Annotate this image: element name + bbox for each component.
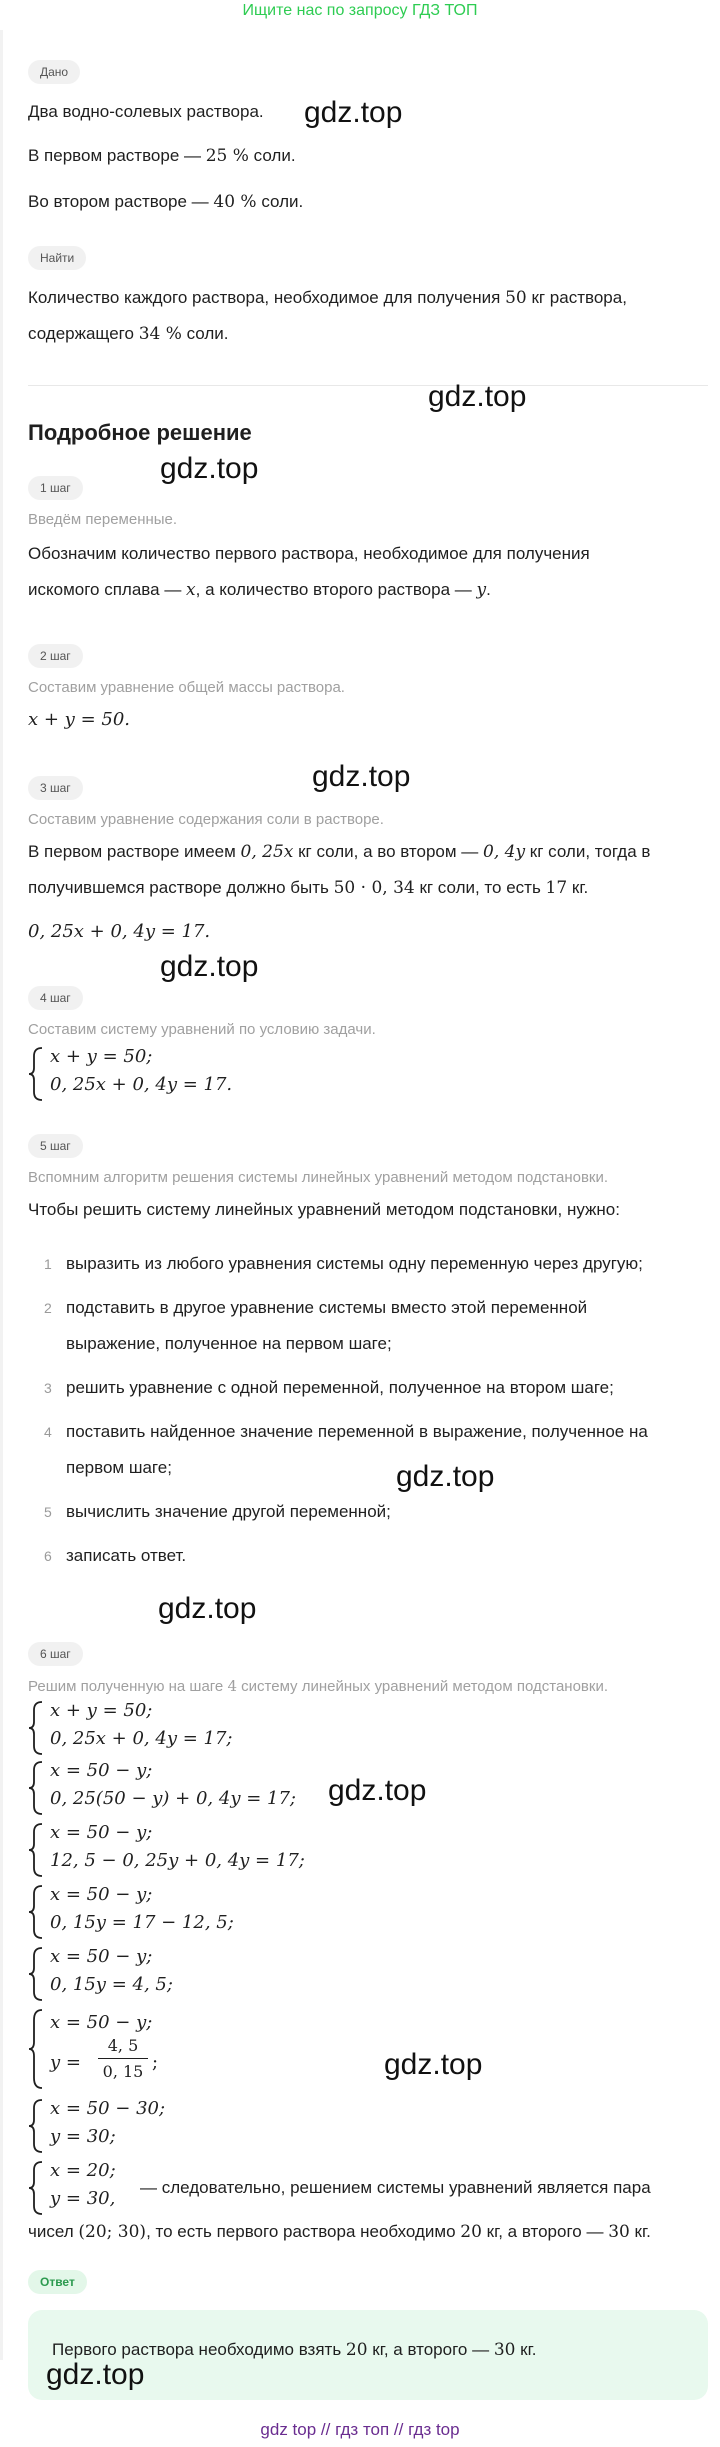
list-item: решить уравнение с одной переменной, полученное на втором шаге; [66, 1378, 614, 1397]
fraction-bar [98, 2058, 148, 2059]
brace-icon [28, 1700, 44, 1756]
list-item-cont: первом шаге; [66, 1458, 172, 1477]
watermark: gdz.top [328, 1774, 427, 1807]
system-eq-1: x = 50 − y; [50, 1822, 153, 1843]
step-2-hint: Составим уравнение общей массы раствора. [28, 679, 345, 696]
step-3-line-2 [28, 870, 588, 906]
watermark: gdz.top [160, 452, 259, 485]
list-num: 3 [44, 1380, 52, 1396]
watermark: gdz.top [304, 96, 403, 129]
given-line-2-tail: соли. [248, 146, 296, 165]
watermark: gdz.top [384, 2048, 483, 2081]
system-eq-1: x = 50 − y; [50, 1760, 153, 1781]
brace-icon [28, 2008, 44, 2090]
watermark: gdz.top [158, 1592, 257, 1625]
system-eq-2: 0, 15y = 4, 5; [50, 1974, 173, 1995]
step-5-intro: Чтобы решить систему линейных уравнений методом подстановки, нужно: [28, 1200, 620, 1219]
given-line-3 [28, 184, 303, 220]
step-1-line-2-text: искомого сплава — [28, 580, 187, 599]
list-item: записать ответ. [66, 1546, 187, 1565]
step-3-equation: 0, 25x + 0, 4y = 17. [28, 921, 211, 942]
step-4-system [28, 1046, 428, 1102]
step-4-chip: 4 шаг [28, 986, 83, 1010]
list-num: 4 [44, 1424, 52, 1440]
system-eq-1: x = 50 − 30; [50, 2098, 166, 2119]
system-eq-2: 0, 15y = 17 − 12, 5; [50, 1912, 234, 1933]
answer-value-a: 20 [345, 2340, 368, 2360]
list-num: 5 [44, 1504, 52, 1520]
step-6-hint-text: Решим полученную на шаге [28, 1678, 228, 1695]
step-3-term-a: 0, 25x [240, 842, 294, 862]
list-item: поставить найденное значение переменной в выражение, полученное на [66, 1422, 648, 1441]
step-6-hint-tail: систему линейных уравнений методом подстановки. [236, 1678, 608, 1695]
system-eq-2-lhs: y = [50, 2052, 81, 2073]
find-line-1 [28, 280, 627, 316]
conclusion-text: чисел [28, 2222, 79, 2241]
system-eq-2: 0, 25x + 0, 4y = 17; [50, 1728, 233, 1749]
system-eq-2: 0, 25x + 0, 4y = 17. [50, 1074, 233, 1095]
system-eq-1: x + y = 50; [50, 1046, 153, 1067]
given-line-2-value: 25 % [205, 146, 249, 166]
step-4-hint: Составим систему уравнений по условию задачи. [28, 1021, 376, 1038]
list-item: вычислить значение другой переменной; [66, 1502, 391, 1521]
system-1 [28, 1700, 428, 1756]
section-divider [28, 385, 708, 386]
find-line-1-tail: кг раствора, [526, 288, 627, 307]
given-line-3-value: 40 % [213, 192, 257, 212]
conclusion-line-2 [28, 2214, 651, 2250]
footer-links[interactable]: gdz top // гдз топ // гдз top [260, 2420, 460, 2439]
find-line-1-value: 50 [505, 288, 527, 308]
step-3-chip: 3 шаг [28, 776, 83, 800]
step-6-hint-num: 4 [227, 1677, 237, 1695]
step-3-line-1 [28, 834, 650, 870]
left-rule [0, 30, 3, 2360]
system-7 [28, 2098, 428, 2154]
conclusion-tail: кг. [629, 2222, 651, 2241]
watermark: gdz.top [396, 1460, 495, 1493]
answer-value-b: 30 [493, 2340, 516, 2360]
step-6-chip: 6 шаг [28, 1642, 83, 1666]
step-3-line-2-mid: кг соли, то есть [414, 878, 546, 897]
step-3-product: 50 · 0, 34 [333, 878, 415, 898]
watermark: gdz.top [312, 760, 411, 793]
search-banner: Ищите нас по запросу ГДЗ ТОП [242, 2, 478, 19]
answer-text-start: Первого раствора необходимо взять [52, 2340, 346, 2359]
list-item: выразить из любого уравнения системы одну переменную через другую; [66, 1254, 643, 1273]
system-3 [28, 1822, 428, 1878]
system-6 [28, 2008, 428, 2090]
system-eq-1: x = 50 − y; [50, 2012, 153, 2033]
system-5 [28, 1946, 428, 2002]
system-4 [28, 1884, 428, 1940]
system-eq-2: y = 30; [50, 2126, 116, 2147]
system-eq-2: 12, 5 − 0, 25y + 0, 4y = 17; [50, 1850, 305, 1871]
step-3-term-b: 0, 4y [483, 842, 526, 862]
list-num: 2 [44, 1300, 52, 1316]
list-item-cont: выражение, полученное на первом шаге; [66, 1334, 392, 1353]
step-1-line-2 [28, 572, 491, 608]
step-1-line-1: Обозначим количество первого раствора, необходимое для получения [28, 544, 590, 563]
answer-chip: Ответ [28, 2270, 87, 2294]
system-eq-1: x = 50 − y; [50, 1884, 153, 1905]
system-eq-1: x = 50 − y; [50, 1946, 153, 1967]
given-line-3-text: Во втором растворе — [28, 192, 214, 211]
watermark: gdz.top [46, 2358, 145, 2391]
brace-icon [28, 1884, 44, 1940]
brace-icon [28, 1046, 44, 1102]
system-eq-2: y = 30, [50, 2188, 116, 2209]
conclusion-line-1: — следовательно, решением системы уравнений является пара [140, 2178, 651, 2197]
find-chip: Найти [28, 246, 86, 270]
step-3-hint: Составим уравнение содержания соли в растворе. [28, 811, 384, 828]
step-1-hint: Введём переменные. [28, 511, 178, 528]
given-line-1: Два водно-солевых раствора. [28, 102, 264, 121]
step-3-line-2-text: получившемся растворе должно быть [28, 878, 334, 897]
brace-icon [28, 1822, 44, 1878]
fraction-semicolon: ; [152, 2052, 159, 2073]
watermark: gdz.top [160, 950, 259, 983]
brace-icon [28, 1760, 44, 1816]
brace-icon [28, 2160, 44, 2216]
find-line-2-value: 34 % [138, 324, 182, 344]
system-eq-1: x = 20; [50, 2160, 116, 2181]
list-num: 6 [44, 1548, 52, 1564]
conclusion-mid: , то есть первого раствора необходимо [146, 2222, 461, 2241]
step-3-line-1-tail: кг соли, тогда в [525, 842, 651, 861]
solution-title: Подробное решение [28, 420, 252, 445]
fraction-denominator: 0, 15 [102, 2062, 144, 2081]
step-5-chip: 5 шаг [28, 1134, 83, 1158]
system-8 [28, 2160, 158, 2216]
var-x: x [186, 580, 196, 600]
step-6-hint [28, 1676, 608, 1697]
system-eq-2: 0, 25(50 − y) + 0, 4y = 17; [50, 1788, 296, 1809]
step-1-line-2-tail: . [486, 580, 491, 599]
fraction-numerator: 4, 5 [107, 2036, 139, 2055]
step-5-hint: Вспомним алгоритм решения системы линейных уравнений методом подстановки. [28, 1169, 609, 1186]
step-3-total: 17 [545, 878, 568, 898]
find-line-2-tail: соли. [181, 324, 229, 343]
var-y: y [476, 580, 487, 600]
step-1-line-2-mid: , а количество второго раствора — [195, 580, 477, 599]
answer-text [52, 2340, 536, 2360]
step-3-line-1-mid: кг соли, а во втором — [293, 842, 484, 861]
brace-icon [28, 1946, 44, 2002]
given-line-3-tail: соли. [256, 192, 304, 211]
given-line-2 [28, 138, 296, 174]
watermark: gdz.top [428, 380, 527, 413]
system-eq-1: x + y = 50; [50, 1700, 153, 1721]
step-3-line-1-text: В первом растворе имеем [28, 842, 241, 861]
conclusion-mid-2: кг, а второго — [481, 2222, 609, 2241]
step-1-chip: 1 шаг [28, 476, 83, 500]
answer-text-mid: кг, а второго — [367, 2340, 494, 2359]
given-line-2-text: В первом растворе — [28, 146, 206, 165]
step-2-chip: 2 шаг [28, 644, 83, 668]
find-line-1-text: Количество каждого раствора, необходимое для получения [28, 288, 506, 307]
find-line-2-text: содержащего [28, 324, 139, 343]
list-item: подставить в другое уравнение системы вместо этой переменной [66, 1298, 588, 1317]
step-2-equation: x + y = 50. [28, 709, 130, 730]
list-num: 1 [44, 1256, 52, 1272]
conclusion-a: 20 [460, 2222, 482, 2242]
conclusion-pair: (20; 30) [78, 2222, 147, 2242]
given-chip: Дано [28, 60, 80, 84]
conclusion-b: 30 [608, 2222, 630, 2242]
answer-text-end: кг. [515, 2340, 537, 2359]
step-3-line-2-tail: кг. [567, 878, 589, 897]
find-line-2 [28, 316, 229, 352]
brace-icon [28, 2098, 44, 2154]
